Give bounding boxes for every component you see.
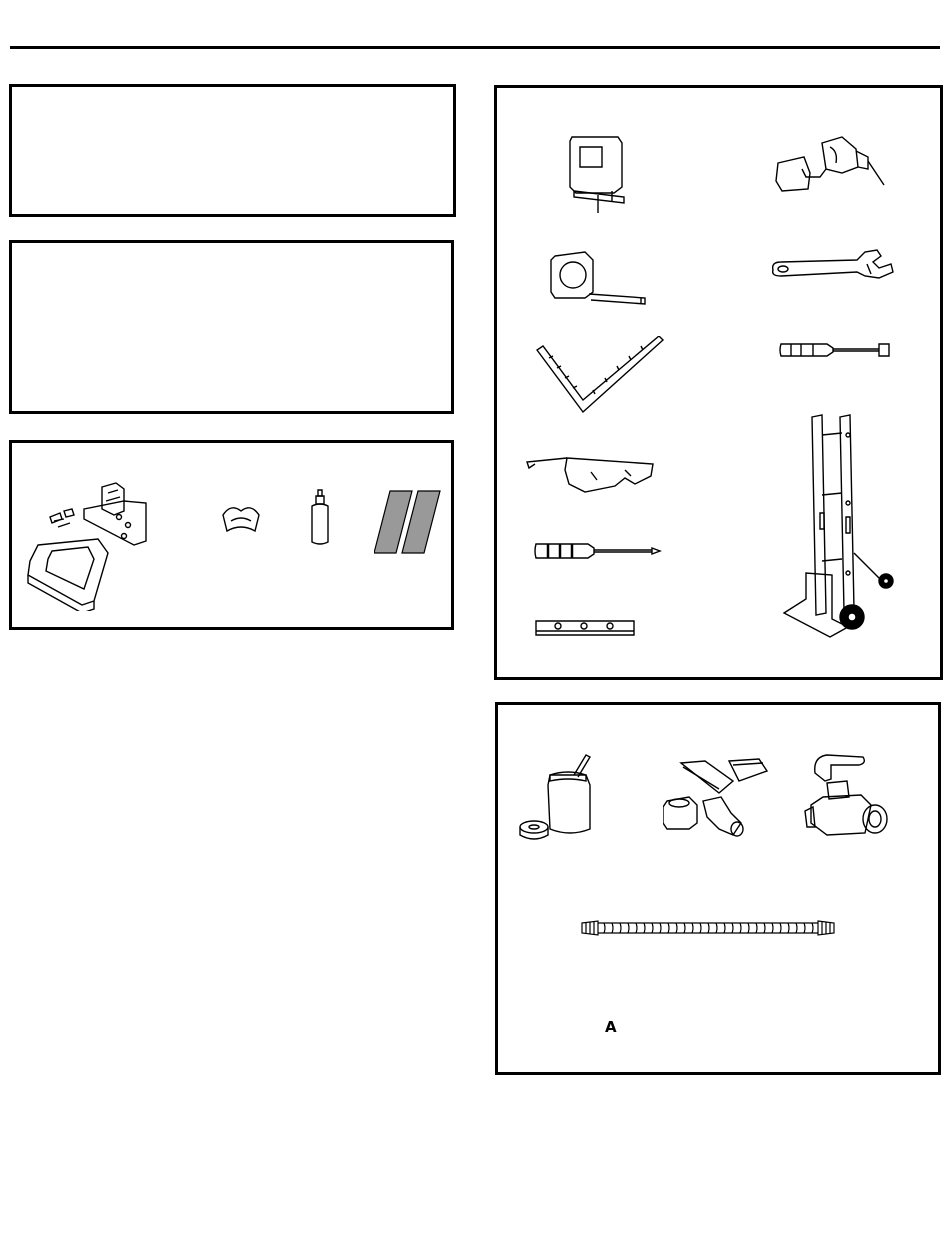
jigsaw-icon	[562, 133, 632, 215]
mounting-bracket-kit-icon	[24, 481, 154, 611]
elbow-fitting-icon	[217, 501, 265, 537]
foam-strips-icon	[374, 489, 444, 555]
hand-truck-icon	[782, 413, 902, 643]
pipe-compound-icon	[518, 753, 598, 845]
tools-needed-box	[494, 85, 943, 680]
safety-glasses-icon	[525, 446, 657, 502]
adjustable-wrench-icon	[767, 246, 897, 286]
info-box-2	[9, 240, 454, 414]
header-rule	[10, 46, 940, 49]
carpenter-square-icon	[535, 336, 667, 416]
callout-label-a: A	[605, 1018, 617, 1036]
pipe-nipples-icon	[663, 753, 775, 843]
flexible-gas-line-icon	[580, 917, 836, 939]
info-box-1	[9, 84, 456, 217]
parts-supplied-box	[9, 440, 454, 630]
level-icon	[532, 615, 640, 641]
phillips-screwdriver-icon	[532, 538, 664, 564]
lubricant-bottle-icon	[307, 488, 333, 548]
power-drill-icon	[772, 133, 892, 198]
nut-driver-icon	[777, 338, 895, 362]
tape-measure-icon	[549, 248, 649, 308]
shutoff-valve-icon	[803, 753, 893, 849]
materials-needed-box	[495, 702, 941, 1075]
